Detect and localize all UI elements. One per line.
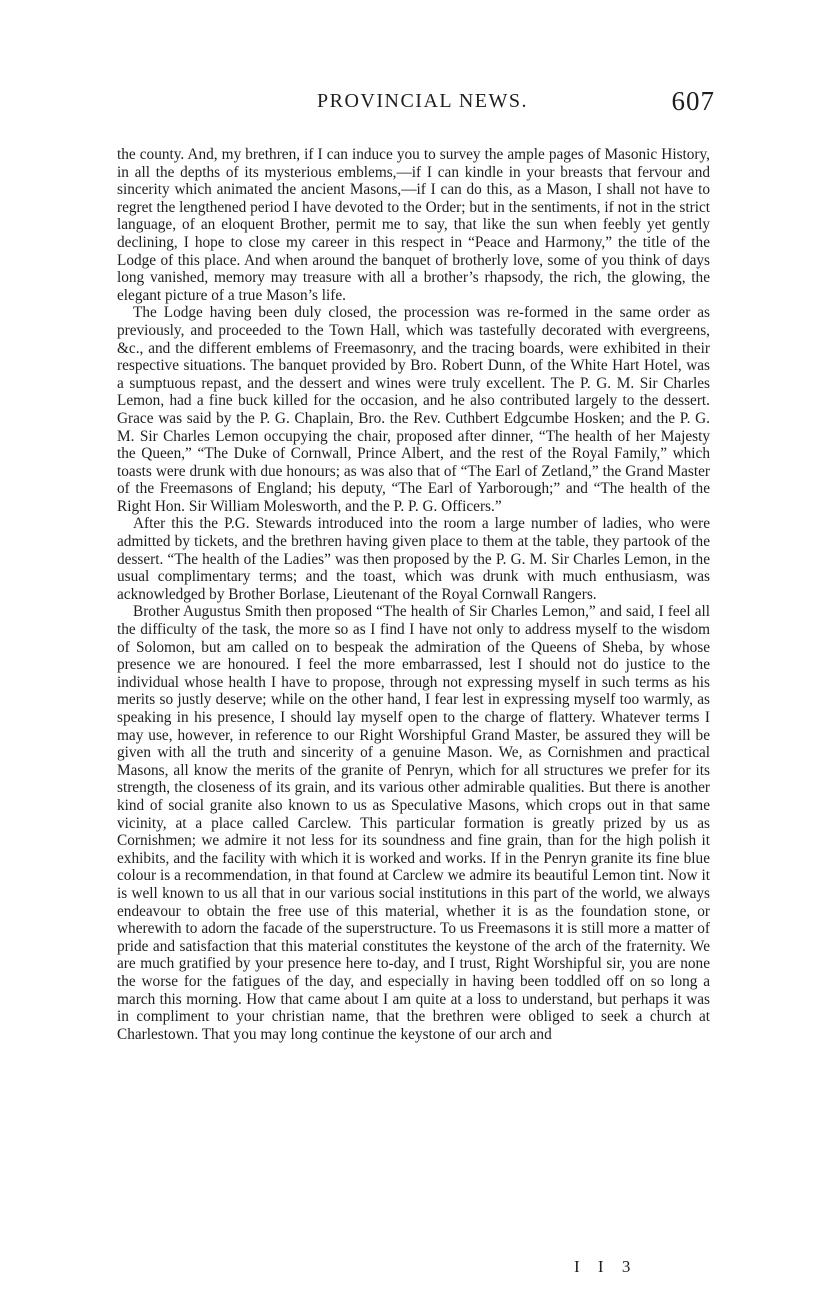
paragraph-toast-speech: Brother Augustus Smith then proposed “The health of Sir Charles Lemon,” and said, I feel all the difficulty of the task, the more so as I find I have not only to address myself to the wisdom of Solomon, but am called on to bespeak the admiration of the Queens of Sheba, by whose presence we are honoured. I feel the more embarrassed, lest I should not do justice to the individual whose health I have to propose, through not expressing myself in such terms as his merits so justly deserve; while on the other hand, I fear lest in expressing myself too warmly, as speaking in his presence, I should lay myself open to the charge of flattery. Whatever terms I may use, however, in reference to our Right Worshipful Grand Master, be assured they will be given with all the truth and sincerity of a genuine Mason. We, as Cornishmen and practical Masons, all know the merits of the granite of Penryn, which for all structures we prefer for its strength, the closeness of its grain, and its various other admirable qualities. But there is another kind of social granite also known to us as Speculative Masons, which crops out in that same vicinity, at a place called Carclew. This particular formation is greatly prized by us as Cornishmen; we admire it not less for its soundness and fine grain, than for the high polish it exhibits, and the facility with which it is worked and works. If in the Penryn granite its fine blue colour is a recommendation, in that found at Carclew we admire its beautiful Lemon tint. Now it is well known to us all that in our various social institutions in this part of the world, we always endeavour to obtain the free use of this material, whether it is as the foundation stone, or wherewith to adorn the facade of the superstructure. To us Freemasons it is still more a matter of pride and satisfaction that this material constitutes the keystone of the arch of the fraternity. We are much gratified by your presence here to-day, and I trust, Right Worshipful sir, you are none the worse for the fatigues of the day, and especially in having been toddled off on so long a march this morning. How that came about I am quite at a loss to understand, but perhaps it was in compliment to your christian name, that the brethren were obliged to seek a church at Charlestown. That you may long continue the keystone of our arch and: [117, 603, 710, 1043]
paragraph-ladies: After this the P.G. Stewards introduced into the room a large number of ladies, who were admitted by tickets, and the brethren having given place to them at the table, they partook of the dessert. “The health of the Ladies” was then proposed by the P. G. M. Sir Charles Lemon, in the usual complimentary terms; and the toast, which was drunk with much enthusiasm, was acknowledged by Brother Borlase, Lieutenant of the Royal Cornwall Rangers.: [117, 515, 710, 603]
running-header: [0, 86, 825, 122]
page-number: 607: [671, 86, 715, 116]
article-body: [117, 146, 710, 1043]
paragraph-banquet: The Lodge having been duly closed, the procession was re-formed in the same order as previously, and proceeded to the Town Hall, which was tastefully decorated with evergreens, &c., and the different emblems of Freemasonry, and the tracing boards, were exhibited in their respective situations. The banquet provided by Bro. Robert Dunn, of the White Hart Hotel, was a sumptuous repast, and the dessert and wines were truly excellent. The P. G. M. Sir Charles Lemon, had a fine buck killed for the occasion, and he also contributed largely to the dessert. Grace was said by the P. G. Chaplain, Bro. the Rev. Cuthbert Edgcumbe Hosken; and the P. G. M. Sir Charles Lemon occupying the chair, proposed after dinner, “The health of her Majesty the Queen,” “The Duke of Cornwall, Prince Albert, and the rest of the Royal Family,” which toasts were drunk with due honours; as was also that of “The Earl of Zetland,” the Grand Master of the Freemasons of England; his deputy, “The Earl of Yarborough;” and “The health of the Right Hon. Sir William Molesworth, and the P. P. G. Officers.”: [117, 304, 710, 515]
running-title: PROVINCIAL NEWS.: [316, 90, 529, 112]
printer-signature-mark: I I 3: [574, 1257, 638, 1276]
paragraph-continuation: the county. And, my brethren, if I can induce you to survey the ample pages of Masonic History, in all the depths of its mysterious emblems,—if I can kindle in your breasts that fervour and sincerity which animated the ancient Masons,—if I can do this, as a Mason, I shall not have to regret the lengthened period I have devoted to the Order; but in the sentiments, if not in the strict language, of an eloquent Brother, permit me to say, that like the sun when feebly yet gently declining, I hope to close my career in this respect in “Peace and Harmony,” the title of the Lodge of this place. And when around the banquet of brotherly love, some of you think of days long vanished, memory may treasure with all a brother’s rhapsody, the rich, the glowing, the elegant picture of a true Mason’s life.: [117, 146, 710, 304]
